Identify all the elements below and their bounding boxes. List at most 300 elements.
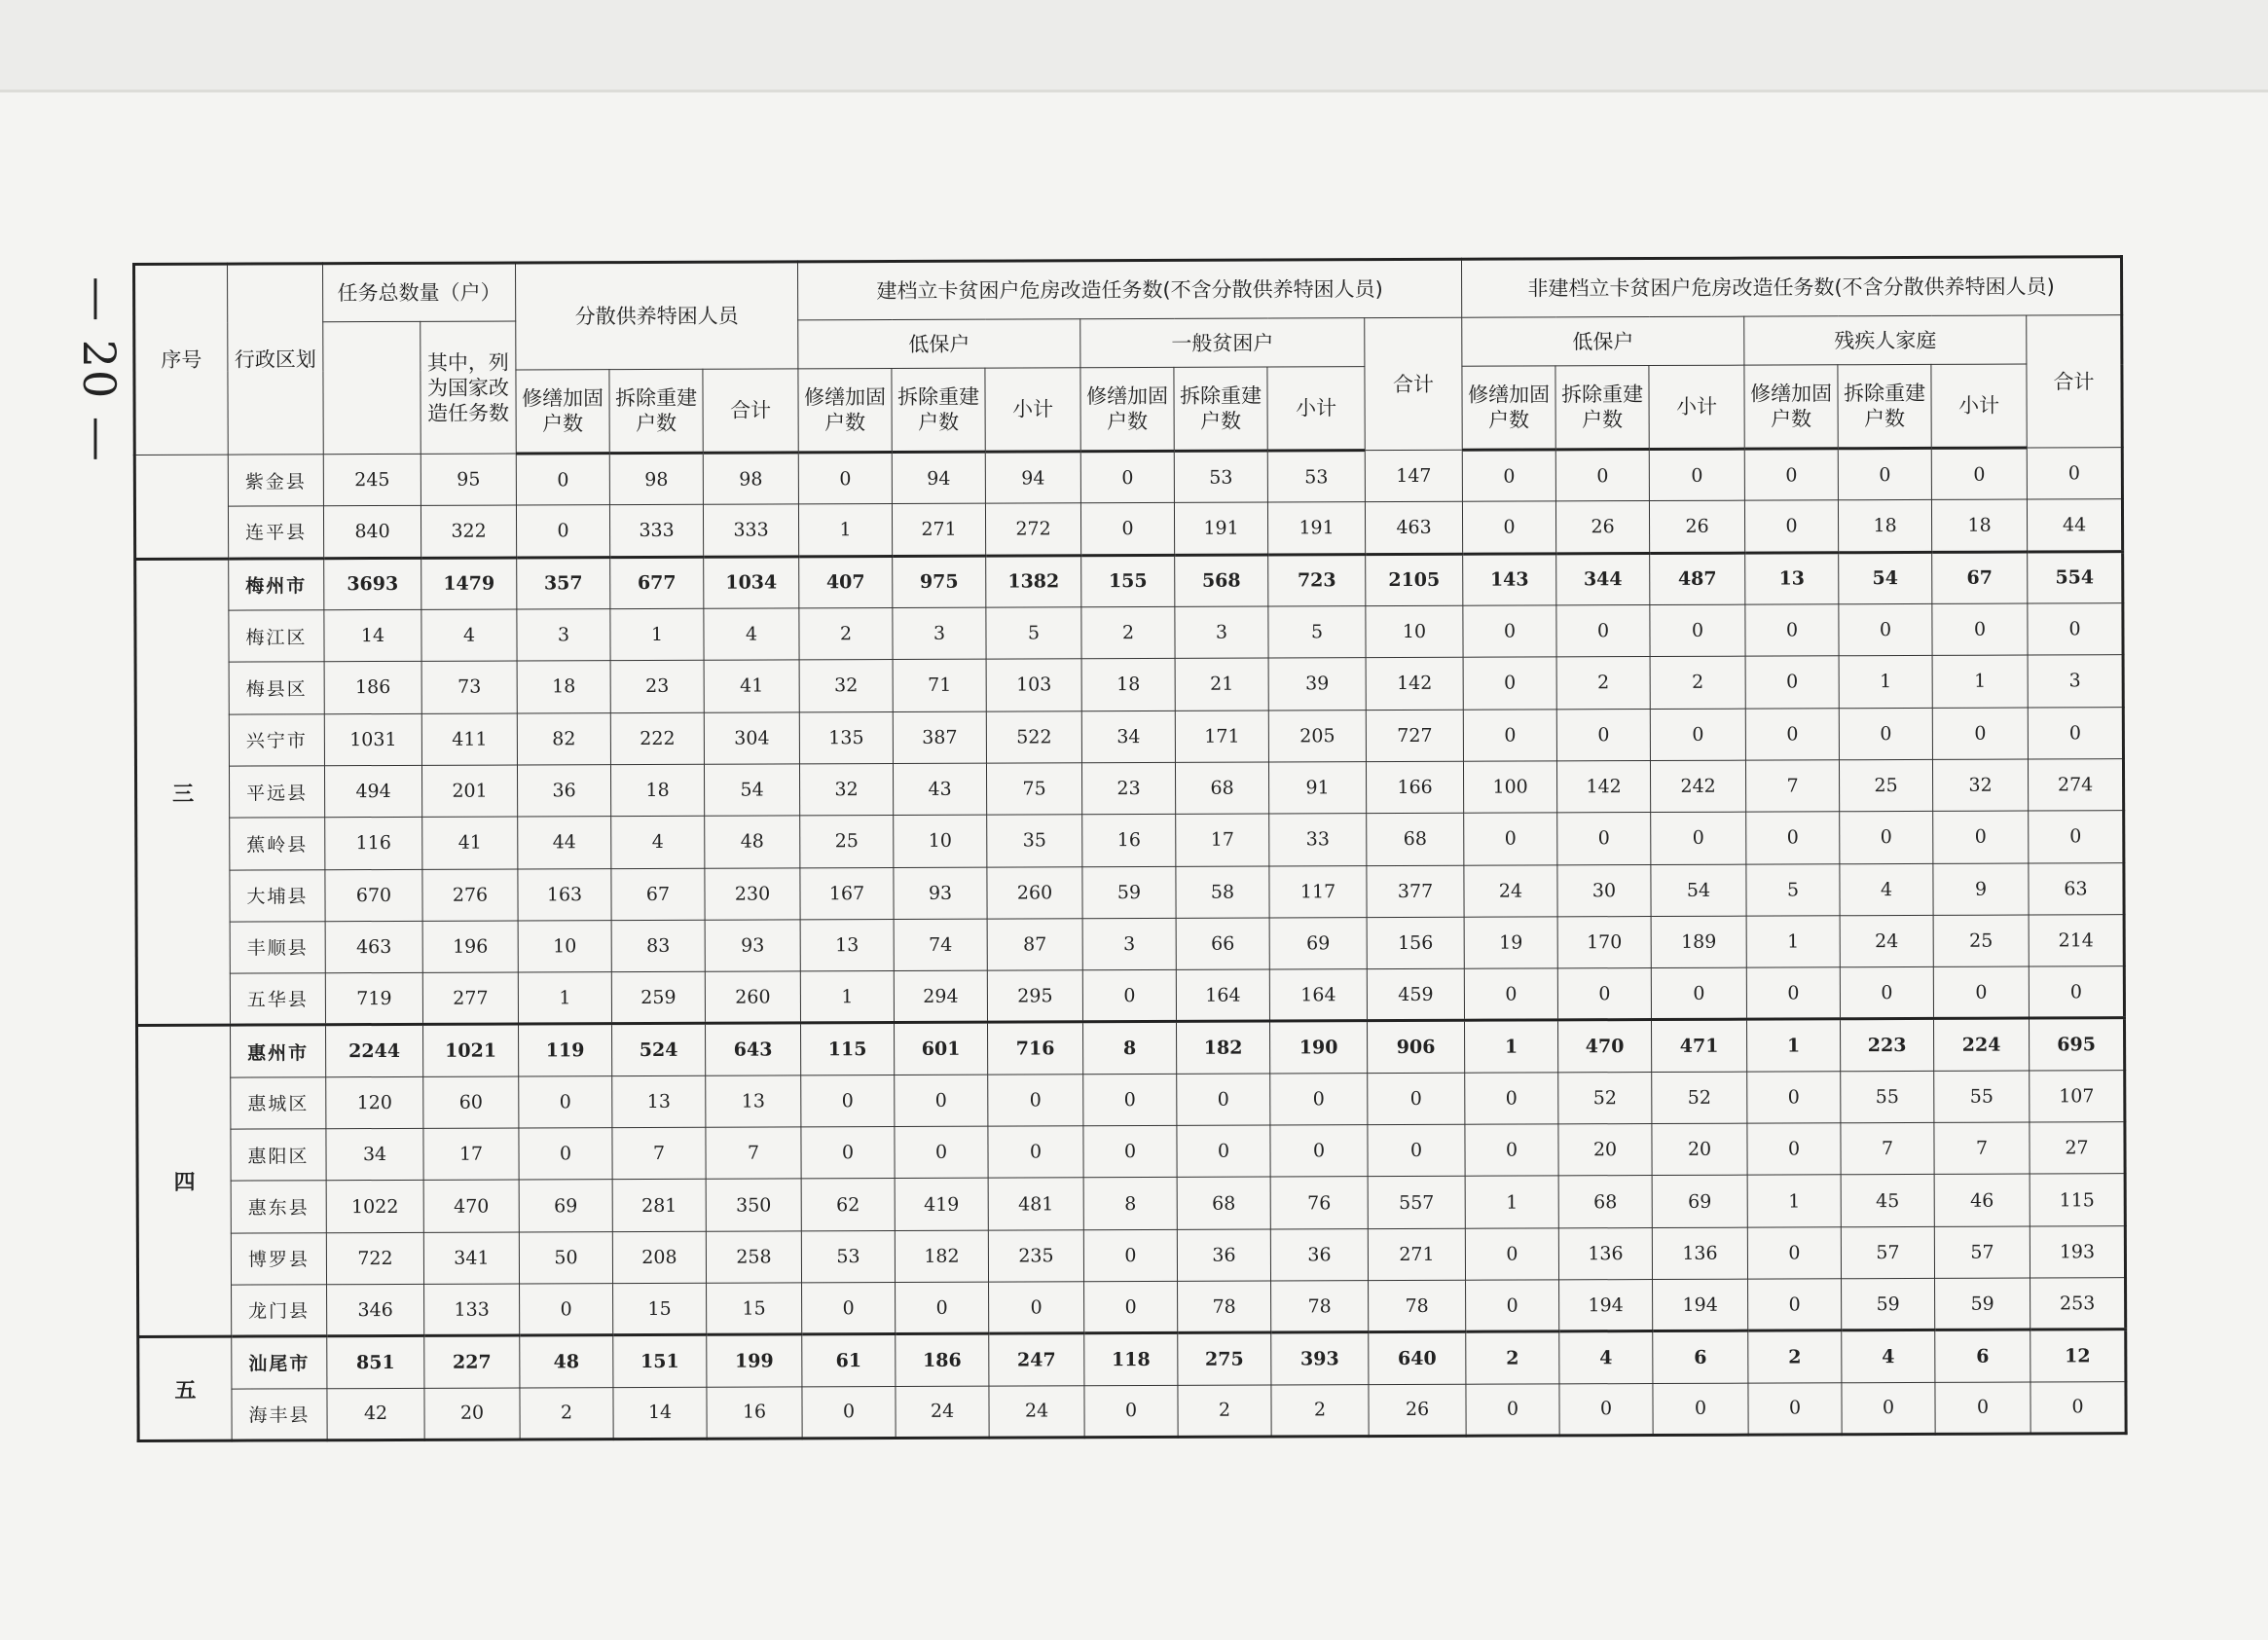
- table-row: [136, 966, 2124, 1026]
- value-cell: 275: [1178, 1332, 1271, 1385]
- value-cell: 0: [1746, 812, 1840, 864]
- value-cell: 470: [1558, 1020, 1652, 1073]
- value-cell: 1031: [324, 713, 421, 766]
- value-cell: 0: [1368, 1073, 1465, 1125]
- value-cell: 522: [986, 711, 1081, 763]
- value-cell: 0: [1463, 605, 1556, 658]
- header-registered-poor: 建档立卡贫困户危房改造任务数(不含分散供养特困人员): [798, 259, 1462, 320]
- value-cell: 60: [423, 1076, 519, 1129]
- value-cell: 142: [1366, 658, 1463, 711]
- value-cell: 7: [1745, 760, 1839, 813]
- value-cell: 3: [893, 607, 986, 660]
- value-cell: 5: [1746, 863, 1840, 916]
- value-cell: 0: [1653, 1383, 1748, 1436]
- value-cell: 23: [1081, 762, 1175, 815]
- value-cell: 155: [1081, 555, 1175, 607]
- value-cell: 68: [1175, 762, 1268, 815]
- value-cell: 0: [1462, 450, 1555, 502]
- value-cell: 91: [1268, 762, 1366, 815]
- value-cell: 0: [1177, 1074, 1270, 1126]
- header-low-income-2: 低保户: [1462, 316, 1744, 366]
- value-cell: 201: [421, 765, 517, 818]
- header-repair: 修缮加固户数: [516, 370, 609, 454]
- value-cell: 557: [1368, 1177, 1465, 1229]
- region-name-cell: 梅江区: [229, 610, 324, 663]
- value-cell: 1: [800, 971, 894, 1024]
- value-cell: 0: [1744, 500, 1838, 553]
- table-row: [135, 707, 2123, 766]
- value-cell: 723: [1268, 554, 1366, 606]
- value-cell: 463: [1365, 502, 1462, 555]
- value-cell: 260: [987, 866, 1082, 919]
- value-cell: 53: [801, 1230, 895, 1283]
- value-cell: 1: [1747, 1019, 1841, 1072]
- region-name-cell: 博罗县: [231, 1232, 326, 1285]
- value-cell: 0: [1932, 603, 2028, 656]
- value-cell: 24: [1464, 864, 1557, 917]
- value-cell: 48: [520, 1335, 613, 1388]
- value-cell: 36: [1270, 1228, 1368, 1281]
- table-row: [137, 1070, 2125, 1129]
- value-cell: 63: [2029, 862, 2124, 915]
- value-cell: 94: [892, 452, 985, 504]
- value-cell: 69: [519, 1180, 612, 1232]
- value-cell: 156: [1367, 917, 1464, 969]
- value-cell: 15: [707, 1283, 802, 1335]
- region-name-cell: 龙门县: [232, 1285, 327, 1337]
- value-cell: 0: [1650, 709, 1745, 761]
- value-cell: 0: [1839, 603, 1932, 656]
- region-name-cell: 紫金县: [228, 455, 323, 507]
- value-cell: 167: [800, 867, 894, 920]
- value-cell: 69: [1269, 917, 1367, 969]
- value-cell: 387: [893, 711, 986, 764]
- value-cell: 98: [703, 453, 798, 505]
- value-cell: 16: [707, 1386, 802, 1439]
- value-cell: 524: [612, 1024, 706, 1076]
- header-total-registered: 合计: [1365, 317, 1463, 450]
- value-cell: 0: [1933, 966, 2029, 1019]
- value-cell: 0: [1462, 501, 1555, 554]
- value-cell: 2: [1556, 657, 1650, 710]
- value-cell: 53: [1267, 451, 1365, 503]
- value-cell: 1022: [326, 1181, 423, 1233]
- value-cell: 230: [705, 867, 800, 920]
- value-cell: 135: [799, 711, 893, 764]
- seq-cell: [134, 455, 228, 559]
- value-cell: 0: [1464, 968, 1557, 1021]
- value-cell: 34: [326, 1128, 423, 1181]
- value-cell: 3: [517, 609, 610, 662]
- value-cell: 0: [1838, 448, 1931, 500]
- value-cell: 0: [520, 1284, 613, 1336]
- value-cell: 333: [609, 505, 703, 558]
- value-cell: 471: [1652, 1020, 1747, 1073]
- value-cell: 0: [1466, 1280, 1559, 1332]
- value-cell: 118: [1084, 1333, 1178, 1386]
- value-cell: 16: [1082, 815, 1176, 867]
- value-cell: 494: [324, 765, 421, 818]
- value-cell: 66: [1176, 918, 1269, 970]
- value-cell: 82: [517, 712, 610, 765]
- value-cell: 341: [423, 1232, 519, 1285]
- value-cell: 487: [1650, 553, 1745, 605]
- seq-cell: 三: [135, 559, 231, 1026]
- value-cell: 259: [611, 971, 705, 1024]
- value-cell: 170: [1557, 916, 1651, 968]
- value-cell: 1: [518, 972, 611, 1025]
- value-cell: 235: [988, 1229, 1083, 1282]
- value-cell: 0: [896, 1282, 989, 1334]
- value-cell: 55: [1934, 1071, 2030, 1123]
- value-cell: 1: [1465, 1176, 1558, 1228]
- value-cell: 44: [518, 817, 611, 869]
- value-cell: 0: [1083, 1125, 1177, 1178]
- value-cell: 25: [1839, 759, 1932, 812]
- value-cell: 3: [1175, 606, 1268, 659]
- value-cell: 164: [1176, 969, 1269, 1022]
- value-cell: 151: [613, 1335, 707, 1388]
- value-cell: 194: [1559, 1280, 1653, 1332]
- value-cell: 52: [1652, 1072, 1747, 1124]
- value-cell: 0: [2030, 1381, 2126, 1434]
- value-cell: 58: [1176, 866, 1269, 919]
- value-cell: 115: [2030, 1174, 2125, 1226]
- value-cell: 0: [802, 1386, 896, 1439]
- value-cell: 1: [1746, 916, 1840, 968]
- value-cell: 0: [801, 1127, 895, 1180]
- value-cell: 21: [1175, 658, 1268, 711]
- value-cell: 0: [1748, 1382, 1842, 1435]
- value-cell: 0: [1651, 967, 1746, 1020]
- value-cell: 147: [1365, 450, 1462, 502]
- header-rebuild: 拆除重建户数: [1555, 366, 1649, 450]
- table-row: [138, 1278, 2126, 1337]
- value-cell: 640: [1369, 1332, 1466, 1385]
- value-cell: 103: [986, 659, 1081, 711]
- value-cell: 0: [1748, 1279, 1842, 1331]
- table-row: [137, 1174, 2125, 1233]
- value-cell: 7: [1841, 1122, 1934, 1175]
- value-cell: 0: [989, 1282, 1084, 1334]
- value-cell: 0: [1839, 708, 1932, 760]
- housing-renovation-table: [132, 255, 2128, 1442]
- value-cell: 57: [1841, 1226, 1934, 1279]
- value-cell: 2: [1466, 1331, 1559, 1384]
- value-cell: 6: [1653, 1330, 1748, 1383]
- header-repair: 修缮加固户数: [1080, 367, 1174, 451]
- region-name-cell: 惠阳区: [231, 1129, 326, 1182]
- header-seq: 序号: [134, 264, 229, 455]
- value-cell: 30: [1557, 864, 1651, 917]
- value-cell: 0: [1556, 709, 1650, 761]
- value-cell: 26: [1555, 501, 1649, 554]
- value-cell: 4: [421, 609, 517, 662]
- value-cell: 107: [2030, 1070, 2125, 1122]
- value-cell: 68: [1177, 1177, 1270, 1229]
- value-cell: 295: [987, 970, 1082, 1023]
- table-row: [137, 1122, 2125, 1182]
- value-cell: 277: [422, 972, 518, 1025]
- header-repair: 修缮加固户数: [798, 369, 892, 453]
- value-cell: 136: [1558, 1227, 1652, 1280]
- header-task-total: 任务总数量（户）: [323, 263, 516, 322]
- value-cell: 2: [520, 1387, 613, 1440]
- value-cell: 0: [1932, 708, 2028, 760]
- value-cell: 0: [1083, 1074, 1177, 1126]
- value-cell: 15: [613, 1283, 707, 1335]
- header-rebuild: 拆除重建户数: [1174, 367, 1267, 451]
- value-cell: 0: [1649, 449, 1744, 501]
- scan-background-top: [0, 0, 2268, 90]
- value-cell: 119: [519, 1024, 612, 1076]
- value-cell: 6: [1935, 1330, 2030, 1382]
- value-cell: 4: [1840, 863, 1933, 916]
- value-cell: 0: [2027, 448, 2122, 500]
- value-cell: 0: [1270, 1125, 1368, 1178]
- value-cell: 0: [1933, 811, 2029, 863]
- value-cell: 463: [325, 921, 422, 973]
- value-cell: 0: [1557, 813, 1651, 865]
- value-cell: 294: [894, 970, 987, 1023]
- value-cell: 2: [1748, 1330, 1842, 1383]
- value-cell: 52: [1558, 1072, 1652, 1124]
- value-cell: 182: [895, 1230, 988, 1283]
- header-sum: 合计: [703, 369, 798, 453]
- value-cell: 61: [802, 1334, 896, 1387]
- value-cell: 0: [516, 505, 609, 558]
- value-cell: 0: [988, 1075, 1083, 1127]
- value-cell: 73: [421, 661, 517, 713]
- value-cell: 33: [1269, 814, 1367, 866]
- value-cell: 32: [799, 763, 893, 816]
- value-cell: 35: [987, 815, 1082, 867]
- value-cell: 1479: [421, 558, 517, 610]
- value-cell: 208: [612, 1231, 706, 1284]
- value-cell: 46: [1934, 1174, 2030, 1226]
- value-cell: 0: [1368, 1124, 1465, 1177]
- table-body: [134, 448, 2126, 1441]
- value-cell: 2: [1178, 1385, 1271, 1438]
- value-cell: 411: [421, 713, 517, 766]
- value-cell: 722: [326, 1232, 423, 1285]
- value-cell: 17: [423, 1128, 519, 1181]
- value-cell: 0: [2028, 603, 2123, 656]
- value-cell: 253: [2030, 1278, 2126, 1330]
- value-cell: 0: [1083, 1229, 1177, 1282]
- region-name-cell: 海丰县: [232, 1388, 327, 1440]
- value-cell: 18: [1081, 659, 1175, 711]
- value-cell: 10: [1366, 605, 1463, 658]
- value-cell: 55: [1841, 1071, 1934, 1123]
- value-cell: 271: [892, 503, 985, 556]
- value-cell: 0: [1463, 657, 1556, 710]
- value-cell: 186: [896, 1333, 989, 1386]
- value-cell: 186: [324, 662, 421, 714]
- value-cell: 643: [706, 1023, 801, 1075]
- value-cell: 247: [989, 1333, 1084, 1386]
- header-low-income: 低保户: [798, 319, 1080, 369]
- header-subtotal: 小计: [985, 368, 1080, 452]
- value-cell: 0: [1555, 450, 1649, 502]
- value-cell: 346: [327, 1284, 424, 1336]
- value-cell: 227: [424, 1335, 520, 1388]
- value-cell: 0: [1080, 503, 1174, 556]
- value-cell: 50: [519, 1231, 612, 1284]
- value-cell: 601: [895, 1023, 988, 1075]
- value-cell: 0: [1651, 812, 1746, 864]
- value-cell: 69: [1652, 1176, 1747, 1228]
- value-cell: 2244: [326, 1025, 423, 1077]
- value-cell: 0: [1935, 1382, 2030, 1435]
- value-cell: 45: [1841, 1175, 1934, 1227]
- value-cell: 1: [610, 608, 704, 661]
- value-cell: 25: [1933, 915, 2029, 967]
- value-cell: 54: [1839, 552, 1932, 604]
- value-cell: 0: [1465, 1124, 1558, 1177]
- value-cell: 18: [610, 764, 704, 817]
- seq-cell: 五: [138, 1336, 232, 1440]
- region-name-cell: 梅州市: [229, 558, 324, 610]
- value-cell: 1: [1747, 1175, 1841, 1227]
- value-cell: 93: [894, 867, 987, 920]
- value-cell: 19: [1464, 917, 1557, 969]
- value-cell: 164: [1269, 969, 1367, 1022]
- value-cell: 271: [1368, 1228, 1465, 1281]
- value-cell: 14: [324, 609, 421, 662]
- table-row: [137, 1018, 2125, 1077]
- header-region: 行政区划: [228, 264, 324, 455]
- value-cell: 242: [1650, 760, 1745, 813]
- value-cell: 20: [1558, 1124, 1652, 1177]
- value-cell: 223: [1841, 1019, 1934, 1072]
- value-cell: 57: [1934, 1226, 2030, 1279]
- table-row: [136, 862, 2124, 922]
- value-cell: 20: [424, 1388, 520, 1440]
- value-cell: 62: [801, 1179, 895, 1231]
- region-name-cell: 蕉岭县: [230, 818, 325, 870]
- value-cell: 224: [1934, 1018, 2030, 1071]
- value-cell: 59: [1842, 1278, 1935, 1330]
- value-cell: 350: [706, 1179, 801, 1231]
- value-cell: 276: [422, 868, 518, 921]
- value-cell: 13: [706, 1075, 801, 1128]
- value-cell: 4: [704, 608, 799, 661]
- value-cell: 48: [705, 816, 800, 868]
- value-cell: 840: [323, 506, 421, 559]
- value-cell: 0: [1650, 604, 1745, 657]
- value-cell: 67: [1932, 552, 2028, 604]
- value-cell: 54: [704, 764, 799, 817]
- value-cell: 222: [610, 712, 704, 765]
- value-cell: 554: [2028, 551, 2123, 603]
- region-name-cell: 惠州市: [231, 1025, 326, 1077]
- value-cell: 42: [327, 1388, 424, 1440]
- header-subtotal: 小计: [1267, 367, 1365, 451]
- value-cell: 95: [421, 454, 516, 506]
- value-cell: 0: [895, 1126, 988, 1179]
- value-cell: 193: [2030, 1225, 2125, 1278]
- header-subtotal: 小计: [1649, 365, 1744, 449]
- value-cell: 2: [1650, 656, 1745, 709]
- value-cell: 3693: [324, 558, 421, 610]
- value-cell: 117: [1269, 865, 1367, 918]
- value-cell: 18: [1838, 500, 1931, 553]
- value-cell: 39: [1268, 658, 1366, 711]
- value-cell: 0: [1466, 1384, 1559, 1437]
- value-cell: 0: [1559, 1383, 1653, 1436]
- value-cell: 695: [2030, 1018, 2125, 1071]
- value-cell: 0: [1084, 1385, 1178, 1438]
- table-row: [138, 1330, 2126, 1389]
- header-general-poor: 一般贫困户: [1080, 318, 1365, 368]
- value-cell: 0: [1465, 1228, 1558, 1281]
- value-cell: 71: [893, 659, 986, 711]
- value-cell: 357: [517, 557, 610, 609]
- table-row: [138, 1381, 2126, 1440]
- header-repair: 修缮加固户数: [1744, 365, 1838, 449]
- table-row: [136, 811, 2124, 870]
- value-cell: 166: [1366, 761, 1463, 814]
- value-cell: 14: [613, 1387, 707, 1440]
- value-cell: 4: [1842, 1330, 1935, 1383]
- region-name-cell: 大埔县: [230, 869, 325, 922]
- value-cell: 194: [1653, 1279, 1748, 1331]
- value-cell: 670: [325, 869, 422, 922]
- value-cell: 12: [2030, 1330, 2126, 1382]
- value-cell: 2: [1081, 606, 1175, 659]
- value-cell: 0: [1842, 1382, 1935, 1435]
- value-cell: 0: [519, 1128, 612, 1181]
- value-cell: 75: [986, 763, 1081, 816]
- value-cell: 13: [1745, 552, 1839, 604]
- header-rebuild: 拆除重建户数: [609, 369, 703, 453]
- value-cell: 44: [2027, 499, 2122, 552]
- value-cell: 906: [1368, 1021, 1465, 1074]
- value-cell: 142: [1556, 760, 1650, 813]
- region-name-cell: 汕尾市: [232, 1336, 327, 1389]
- value-cell: 377: [1367, 865, 1464, 918]
- value-cell: 0: [1747, 1123, 1841, 1176]
- header-scattered: 分散供养特困人员: [516, 262, 798, 370]
- value-cell: 13: [612, 1075, 706, 1128]
- value-cell: 0: [1557, 968, 1651, 1021]
- region-name-cell: 惠东县: [231, 1181, 326, 1233]
- value-cell: 272: [985, 503, 1080, 556]
- value-cell: 133: [424, 1284, 520, 1336]
- value-cell: 9: [1933, 863, 2029, 916]
- value-cell: 333: [703, 504, 798, 557]
- value-cell: 0: [1464, 813, 1557, 865]
- value-cell: 36: [517, 764, 610, 817]
- value-cell: 0: [988, 1126, 1083, 1179]
- header-rebuild: 拆除重建户数: [1838, 364, 1931, 448]
- value-cell: 136: [1652, 1227, 1747, 1280]
- value-cell: 0: [1465, 1073, 1558, 1125]
- value-cell: 87: [987, 919, 1082, 971]
- value-cell: 677: [610, 557, 704, 609]
- value-cell: 199: [707, 1334, 802, 1387]
- value-cell: 0: [1270, 1073, 1368, 1125]
- value-cell: 258: [706, 1231, 801, 1284]
- value-cell: 274: [2028, 759, 2123, 812]
- value-cell: 4: [1559, 1331, 1653, 1384]
- table-row: [137, 1225, 2125, 1285]
- value-cell: 8: [1083, 1178, 1177, 1230]
- header-total-non-registered: 合计: [2027, 315, 2123, 448]
- value-cell: 5: [1268, 606, 1366, 659]
- value-cell: 78: [1369, 1280, 1466, 1332]
